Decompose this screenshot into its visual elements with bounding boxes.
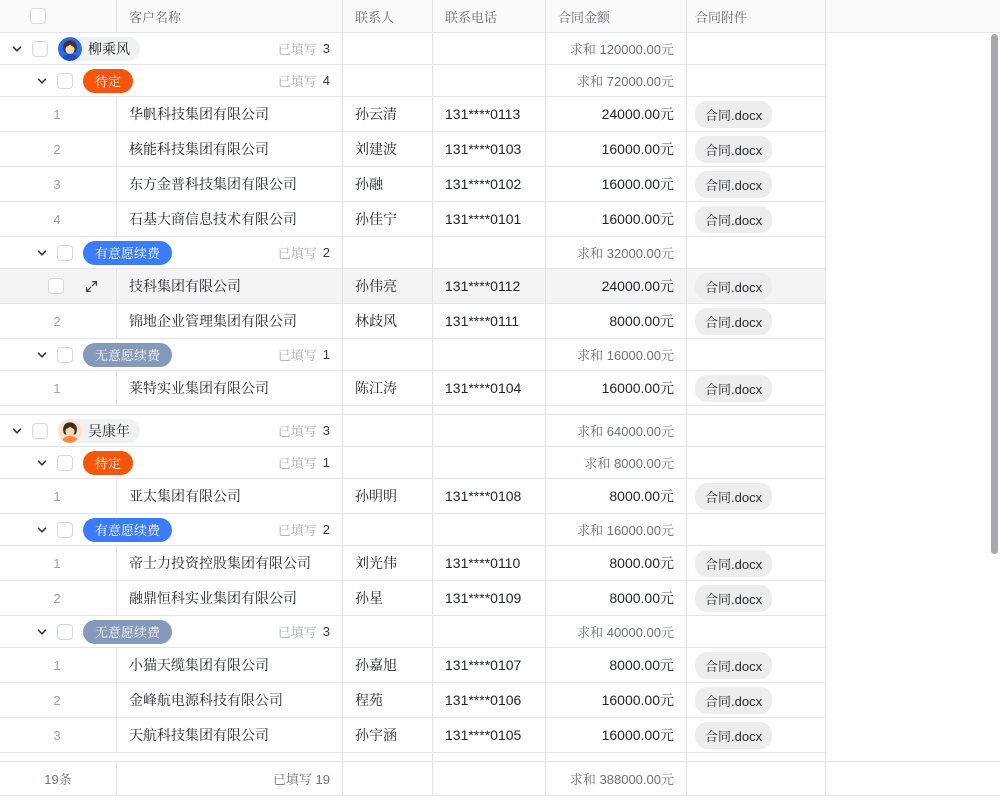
amount-cell (546, 546, 687, 580)
phone-number: 131****0110 (445, 555, 521, 571)
filled-counter (278, 453, 342, 472)
customer-name: 融鼎恒科实业集团有限公司 (129, 590, 297, 606)
contact-name: 孙佳宁 (355, 211, 397, 227)
contract-amount: 16000.00元 (601, 141, 674, 157)
table-row[interactable] (0, 97, 826, 132)
phone-number: 131****0105 (445, 727, 522, 743)
phone-number: 131****0101 (445, 211, 522, 227)
filled-label: 已填写 (277, 246, 317, 261)
customer-cell (117, 132, 343, 166)
filled-label: 已填写 (277, 523, 317, 538)
table-row[interactable] (0, 581, 826, 616)
group-sum-cell (546, 237, 687, 268)
filled-label: 已填写 (277, 348, 317, 363)
attachment-cell (687, 167, 826, 201)
customer-name: 华帆科技集团有限公司 (129, 106, 269, 122)
attachment-chip[interactable]: 合同.docx (695, 483, 772, 510)
customer-cell (117, 97, 343, 131)
phone-cell (433, 581, 546, 615)
group-sum-cell (546, 616, 687, 647)
row-index: 3 (53, 176, 61, 192)
table-row[interactable] (0, 304, 826, 339)
phone-cell (433, 304, 546, 338)
table-row[interactable] (0, 648, 826, 683)
expand-record-icon[interactable] (85, 280, 98, 293)
group-sum-cell (546, 514, 687, 545)
status-badge-label: 有意愿续费 (95, 523, 161, 538)
filled-label: 已填写 (277, 74, 317, 89)
customer-cell (117, 546, 343, 580)
contact-name: 刘光伟 (355, 555, 397, 571)
status-badge[interactable] (83, 343, 172, 367)
phone-cell (433, 546, 546, 580)
contact-cell (343, 167, 433, 201)
row-index-cell (0, 304, 117, 338)
filled-counter (278, 243, 342, 262)
contact-cell (343, 269, 433, 303)
phone-cell (433, 371, 546, 405)
select-all-checkbox[interactable] (30, 8, 46, 24)
footer-sum[interactable]: 求和 388000.00元 (546, 762, 687, 795)
filled-value: 2 (322, 245, 330, 260)
group-owner-name: 柳乘风 (88, 40, 130, 57)
amount-cell (546, 648, 687, 682)
contact-cell (343, 97, 433, 131)
attachment-cell (687, 581, 826, 615)
filled-label: 已填写 (277, 625, 317, 640)
customer-cell (117, 202, 343, 236)
row-index: 2 (53, 692, 61, 708)
contract-amount: 24000.00元 (601, 106, 674, 122)
row-index-cell (0, 683, 117, 717)
customer-name: 金峰航电源科技有限公司 (129, 692, 283, 708)
header-amount[interactable]: 合同金额 (546, 0, 687, 32)
contact-cell (343, 371, 433, 405)
group-checkbox[interactable] (57, 455, 73, 471)
group-sum: 求和 64000.00元 (577, 424, 674, 439)
attachment-cell (687, 371, 826, 405)
row-index-cell (0, 202, 117, 236)
status-badge[interactable] (83, 241, 172, 265)
attachment-cell (687, 648, 826, 682)
group-header-cell (0, 339, 343, 370)
row-index: 1 (53, 555, 61, 571)
phone-number: 131****0107 (445, 657, 522, 673)
phone-cell (433, 683, 546, 717)
customer-cell (117, 581, 343, 615)
group-sum: 求和 40000.00元 (577, 625, 674, 640)
chevron-down-icon[interactable] (35, 246, 49, 260)
contact-name: 孙明明 (355, 488, 397, 504)
group-header-cell (0, 447, 343, 478)
row-index: 3 (53, 727, 61, 743)
row-checkbox[interactable] (48, 278, 64, 294)
row-index: 1 (53, 380, 61, 396)
contract-amount: 16000.00元 (601, 692, 674, 708)
row-index-cell (0, 371, 117, 405)
header-filler (826, 0, 1000, 32)
amount-cell (546, 269, 687, 303)
attachment-cell (687, 683, 826, 717)
contact-name: 孙嘉旭 (355, 657, 397, 673)
filled-counter (278, 421, 342, 440)
filled-value: 1 (322, 347, 330, 362)
phone-cell (433, 479, 546, 513)
group-row[interactable] (0, 415, 826, 447)
customer-cell (117, 683, 343, 717)
header-select-cell (0, 0, 117, 32)
status-badge-label: 无意愿续费 (95, 348, 161, 363)
group-owner-name: 吴康年 (88, 422, 130, 439)
phone-number: 131****0108 (445, 488, 522, 504)
phone-cell (433, 718, 546, 752)
subgroup-row[interactable] (0, 616, 826, 648)
contact-name: 孙云清 (355, 106, 397, 122)
filled-label: 已填写 (277, 424, 317, 439)
group-sum: 求和 120000.00元 (569, 42, 674, 57)
contract-amount: 16000.00元 (601, 211, 674, 227)
group-checkbox[interactable] (57, 245, 73, 261)
contact-cell (343, 718, 433, 752)
group-sum-cell (546, 65, 687, 96)
row-index-cell (0, 269, 117, 303)
attachment-cell (687, 132, 826, 166)
group-owner-pill[interactable] (58, 37, 140, 61)
phone-number: 131****0111 (445, 313, 520, 329)
table-body (0, 33, 1000, 762)
status-badge-label: 无意愿续费 (95, 625, 161, 640)
attachment-chip[interactable]: 合同.docx (695, 308, 772, 335)
table-row[interactable] (0, 718, 826, 753)
amount-cell (546, 202, 687, 236)
customer-name: 天航科技集团有限公司 (129, 727, 269, 743)
group-header-cell (0, 415, 343, 446)
attachment-chip[interactable]: 合同.docx (695, 375, 772, 402)
attachment-cell (687, 479, 826, 513)
filled-value: 3 (322, 41, 330, 56)
attachment-chip[interactable]: 合同.docx (695, 585, 772, 612)
attachment-chip[interactable]: 合同.docx (695, 101, 772, 128)
attachment-chip[interactable]: 合同.docx (695, 687, 772, 714)
contract-amount: 8000.00元 (609, 657, 674, 673)
group-sum: 求和 8000.00元 (584, 456, 674, 471)
chevron-down-icon[interactable] (35, 625, 49, 639)
subgroup-row[interactable] (0, 514, 826, 546)
phone-cell (433, 132, 546, 166)
contract-amount: 8000.00元 (609, 555, 674, 571)
contract-amount: 8000.00元 (609, 590, 674, 606)
row-index: 1 (53, 106, 61, 122)
group-checkbox[interactable] (57, 347, 73, 363)
filled-value: 3 (322, 624, 330, 639)
table-row[interactable] (0, 371, 826, 406)
group-gap-row (0, 406, 826, 415)
contract-amount: 16000.00元 (601, 380, 674, 396)
contract-amount: 16000.00元 (601, 176, 674, 192)
amount-cell (546, 718, 687, 752)
customer-name: 核能科技集团有限公司 (129, 141, 269, 157)
group-header-cell (0, 514, 343, 545)
row-index-cell (0, 132, 117, 166)
customer-name: 亚太集团有限公司 (129, 488, 241, 504)
contact-name: 林歧风 (355, 313, 397, 329)
group-checkbox[interactable] (57, 624, 73, 640)
customer-name: 石基大商信息技术有限公司 (129, 211, 297, 227)
header-contact[interactable]: 联系人 (343, 0, 433, 32)
group-sum-cell (546, 339, 687, 370)
group-row[interactable] (0, 33, 826, 65)
phone-number: 131****0113 (445, 106, 521, 122)
group-checkbox[interactable] (57, 73, 73, 89)
status-badge-label: 待定 (95, 456, 122, 471)
phone-cell (433, 269, 546, 303)
chevron-down-icon[interactable] (10, 42, 24, 56)
contact-name: 孙宇涵 (355, 727, 397, 743)
table-row[interactable] (0, 269, 826, 304)
row-index: 2 (53, 590, 61, 606)
customer-name: 帝士力投资控股集团有限公司 (129, 555, 311, 571)
contact-cell (343, 304, 433, 338)
attachment-cell (687, 304, 826, 338)
customer-cell (117, 269, 343, 303)
row-index-cell (0, 718, 117, 752)
customer-name: 锦地企业管理集团有限公司 (129, 313, 297, 329)
attachment-cell (687, 546, 826, 580)
filled-value: 4 (322, 73, 330, 88)
contact-cell (343, 132, 433, 166)
row-index: 2 (53, 141, 61, 157)
table-row[interactable] (0, 167, 826, 202)
footer-filled-count[interactable]: 已填写 19 (117, 762, 343, 795)
group-header-cell (0, 33, 343, 64)
status-badge[interactable] (83, 69, 133, 93)
group-sum-cell (546, 415, 687, 446)
attachment-cell (687, 718, 826, 752)
phone-cell (433, 202, 546, 236)
group-gap-row (0, 753, 1000, 762)
table-row[interactable] (0, 132, 826, 167)
phone-number: 131****0103 (445, 141, 522, 157)
customer-cell (117, 648, 343, 682)
status-badge-label: 有意愿续费 (95, 246, 161, 261)
status-badge[interactable] (83, 518, 172, 542)
contact-cell (343, 683, 433, 717)
phone-cell (433, 648, 546, 682)
status-badge[interactable] (83, 620, 172, 644)
contact-name: 刘建波 (355, 141, 397, 157)
amount-cell (546, 167, 687, 201)
customer-cell (117, 167, 343, 201)
amount-cell (546, 479, 687, 513)
amount-cell (546, 97, 687, 131)
contact-name: 孙星 (355, 590, 383, 606)
group-header-cell (0, 65, 343, 96)
chevron-down-icon[interactable] (10, 424, 24, 438)
attachment-chip[interactable]: 合同.docx (695, 652, 772, 679)
attachment-chip[interactable]: 合同.docx (695, 206, 772, 233)
status-badge[interactable] (83, 451, 133, 475)
group-checkbox[interactable] (32, 41, 48, 57)
subgroup-row[interactable] (0, 339, 826, 371)
filled-counter (278, 71, 342, 90)
group-sum-cell (546, 33, 687, 64)
customer-name: 东方金普科技集团有限公司 (129, 176, 297, 192)
phone-cell (433, 97, 546, 131)
row-index-cell (0, 97, 117, 131)
attachment-cell (687, 97, 826, 131)
contact-name: 程苑 (355, 692, 383, 708)
group-sum-cell (546, 447, 687, 478)
chevron-down-icon[interactable] (35, 348, 49, 362)
contact-cell (343, 648, 433, 682)
table-row[interactable] (0, 202, 826, 237)
footer-record-count: 19条 (0, 762, 117, 795)
group-sum: 求和 16000.00元 (577, 348, 674, 363)
header-phone[interactable]: 联系电话 (433, 0, 546, 32)
amount-cell (546, 132, 687, 166)
attachment-chip[interactable]: 合同.docx (695, 171, 772, 198)
row-index: 2 (53, 313, 61, 329)
contract-amount: 16000.00元 (601, 727, 674, 743)
contact-cell (343, 202, 433, 236)
amount-cell (546, 304, 687, 338)
contact-name: 孙融 (355, 176, 383, 192)
contact-cell (343, 546, 433, 580)
customer-cell (117, 371, 343, 405)
row-index-cell (0, 546, 117, 580)
subgroup-row[interactable] (0, 65, 826, 97)
group-sum: 求和 16000.00元 (577, 523, 674, 538)
group-sum: 求和 32000.00元 (577, 246, 674, 261)
chevron-down-icon[interactable] (35, 523, 49, 537)
phone-number: 131****0102 (445, 176, 522, 192)
chevron-down-icon[interactable] (35, 456, 49, 470)
contract-amount: 24000.00元 (601, 278, 674, 294)
chevron-down-icon[interactable] (35, 74, 49, 88)
avatar (58, 37, 82, 61)
attachment-chip[interactable]: 合同.docx (695, 136, 772, 163)
attachment-chip[interactable]: 合同.docx (695, 550, 772, 577)
row-index: 1 (53, 657, 61, 673)
table-row[interactable] (0, 479, 826, 514)
contract-amount: 8000.00元 (609, 313, 674, 329)
customer-cell (117, 718, 343, 752)
customer-cell (117, 479, 343, 513)
row-index: 1 (53, 488, 61, 504)
phone-cell (433, 167, 546, 201)
customer-cell (117, 304, 343, 338)
table-footer (0, 762, 1000, 796)
table-header (0, 0, 1000, 33)
group-header-cell (0, 616, 343, 647)
customer-name: 技科集团有限公司 (129, 278, 241, 294)
group-checkbox[interactable] (32, 423, 48, 439)
header-attachment[interactable]: 合同附件 (687, 0, 826, 32)
row-index-cell (0, 648, 117, 682)
filled-value: 3 (322, 423, 330, 438)
table-row[interactable] (0, 546, 826, 581)
filled-counter (278, 345, 342, 364)
amount-cell (546, 371, 687, 405)
amount-cell (546, 581, 687, 615)
customer-name: 莱特实业集团有限公司 (129, 380, 269, 396)
phone-number: 131****0109 (445, 590, 522, 606)
phone-number: 131****0112 (445, 278, 521, 294)
contact-name: 陈江涛 (355, 380, 397, 396)
contract-amount: 8000.00元 (609, 488, 674, 504)
attachment-chip[interactable]: 合同.docx (695, 722, 772, 749)
avatar (58, 419, 82, 443)
attachment-cell (687, 269, 826, 303)
group-sum: 求和 72000.00元 (577, 74, 674, 89)
group-header-cell (0, 237, 343, 268)
row-index: 4 (53, 211, 61, 227)
filled-counter (278, 39, 342, 58)
row-index-cell (0, 167, 117, 201)
contact-cell (343, 581, 433, 615)
filled-counter (278, 520, 342, 539)
attachment-chip[interactable]: 合同.docx (695, 273, 772, 300)
filled-label: 已填写 (277, 456, 317, 471)
amount-cell (546, 683, 687, 717)
phone-number: 131****0106 (445, 692, 522, 708)
group-owner-pill[interactable] (58, 419, 140, 443)
table-row[interactable] (0, 683, 826, 718)
vertical-scrollbar-thumb[interactable] (991, 34, 998, 554)
subgroup-row[interactable] (0, 237, 826, 269)
filled-label: 已填写 (277, 42, 317, 57)
header-customer[interactable]: 客户名称 (117, 0, 343, 32)
row-index-cell (0, 581, 117, 615)
row-index-cell (0, 479, 117, 513)
phone-number: 131****0104 (445, 380, 522, 396)
filled-counter (278, 622, 342, 641)
filled-value: 2 (322, 522, 330, 537)
attachment-cell (687, 202, 826, 236)
filled-value: 1 (322, 455, 330, 470)
contact-name: 孙伟亮 (355, 278, 397, 294)
customer-name: 小猫天缆集团有限公司 (129, 657, 269, 673)
contact-cell (343, 479, 433, 513)
status-badge-label: 待定 (95, 74, 122, 89)
subgroup-row[interactable] (0, 447, 826, 479)
group-checkbox[interactable] (57, 522, 73, 538)
